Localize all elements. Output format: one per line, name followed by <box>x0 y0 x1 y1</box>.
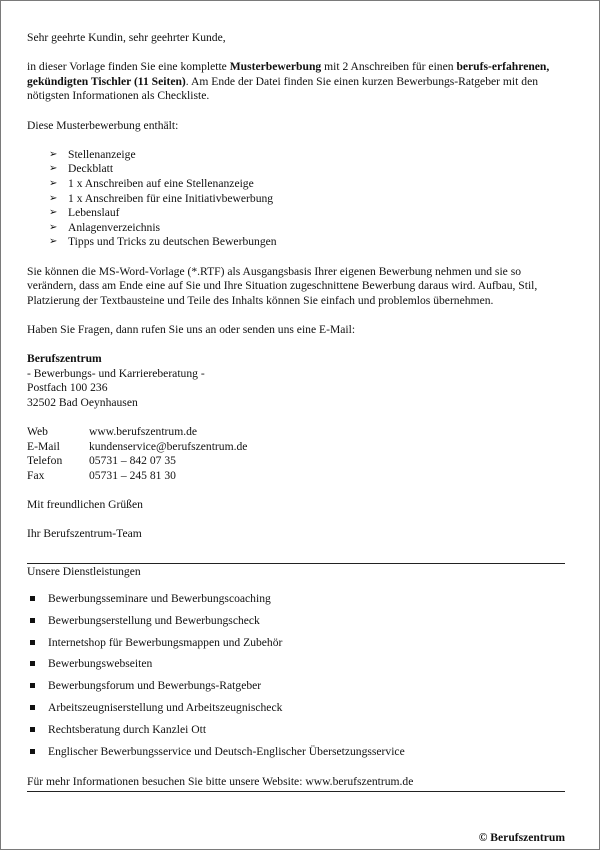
arrow-bullet-icon: ➢ <box>49 148 58 160</box>
services-list <box>27 592 567 766</box>
divider <box>27 563 565 564</box>
letter-body <box>27 31 567 792</box>
list-item: Bewerbungserstellung und Bewerbungscheck <box>27 614 567 636</box>
table-row <box>27 425 247 440</box>
contact-label: Web <box>27 425 48 439</box>
company-name: Berufszentrum <box>27 352 102 366</box>
contact-table <box>27 425 247 483</box>
list-item: ➢ Tipps und Tricks zu deutschen Bewerbungen <box>49 235 277 249</box>
list-item: ➢ Lebenslauf <box>49 206 120 220</box>
list-item: ➢ Stellenanzeige <box>49 147 136 161</box>
signature: Ihr Berufszentrum-Team <box>27 527 142 541</box>
square-bullet-icon <box>30 596 35 601</box>
intro-bold-2: berufs-erfahrenen, gekündigten Tischler (11 Seiten) <box>27 60 550 88</box>
table-row <box>27 440 247 455</box>
closing: Mit freundlichen Grüßen <box>27 498 143 511</box>
intro-text-1: in dieser Vorlage finden Sie eine komplette <box>27 60 230 74</box>
web-link[interactable]: www.berufszentrum.de <box>89 425 198 439</box>
table-row <box>27 454 247 469</box>
copyright: © Berufszentrum <box>478 831 565 844</box>
template-note: Sie können die MS-Word-Vorlage (*.RTF) als Ausgangsbasis Ihrer eigenen Bewerbung nehmen und sie so verändern, dass am Ende eine auf Sie und Ihre Situation zugeschnittene Bewerbung daraus wird. Aufbau, Stil, Platzierung der Textbausteine und Teile des Inhalts können Sie einfach und problemlos übernehmen. <box>27 264 538 307</box>
arrow-bullet-icon: ➢ <box>49 236 58 248</box>
list-item: Englischer Bewerbungsservice und Deutsch-Englischer Übersetzungsservice <box>27 745 567 767</box>
list-item: Bewerbungswebseiten <box>27 657 567 679</box>
square-bullet-icon <box>30 727 35 732</box>
postbox: Postfach 100 236 <box>27 381 108 395</box>
intro-paragraph <box>27 60 567 104</box>
list-item: Rechtsberatung durch Kanzlei Ott <box>27 723 567 745</box>
arrow-bullet-icon: ➢ <box>49 163 58 175</box>
arrow-bullet-icon: ➢ <box>49 221 58 233</box>
contact-label: Telefon <box>27 454 63 468</box>
list-item: Bewerbungsforum und Bewerbungs-Ratgeber <box>27 679 567 701</box>
list-item: ➢ 1 x Anschreiben für eine Initiativbewerbung <box>49 191 274 205</box>
arrow-bullet-icon: ➢ <box>49 192 58 204</box>
salutation: Sehr geehrte Kundin, sehr geehrter Kunde, <box>27 31 226 44</box>
contact-label: Fax <box>27 468 45 482</box>
contact-label: E-Mail <box>27 439 60 453</box>
square-bullet-icon <box>30 705 35 710</box>
phone-value: 05731 – 842 07 35 <box>89 454 176 468</box>
email-link[interactable]: kundenservice@berufszentrum.de <box>89 439 248 453</box>
arrow-bullet-icon: ➢ <box>49 207 58 219</box>
intro-text-3: . Am Ende der Datei finden Sie einen kurzen Bewerbungs-Ratgeber mit den nötigsten Informationen als Checkliste. <box>27 74 539 103</box>
list-item: Arbeitszeugniserstellung und Arbeitszeugnischeck <box>27 701 567 723</box>
arrow-bullet-icon: ➢ <box>49 177 58 189</box>
square-bullet-icon <box>30 661 35 666</box>
list-item: ➢ 1 x Anschreiben auf eine Stellenanzeige <box>49 176 254 190</box>
square-bullet-icon <box>30 749 35 754</box>
table-row <box>27 469 247 484</box>
city: 32502 Bad Oeynhausen <box>27 395 138 409</box>
services-heading: Unsere Dienstleistungen <box>27 565 141 579</box>
list-item: ➢ Anlagenverzeichnis <box>49 220 161 234</box>
contents-heading: Diese Musterbewerbung enthält: <box>27 118 179 132</box>
address-block <box>27 352 567 410</box>
list-item: Bewerbungsseminare und Bewerbungscoaching <box>27 592 567 614</box>
company-tagline: - Bewerbungs- und Karriereberatung - <box>27 366 205 380</box>
list-item: Internetshop für Bewerbungsmappen und Zubehör <box>27 636 567 658</box>
contents-list <box>27 148 567 250</box>
square-bullet-icon <box>30 640 35 645</box>
list-item: ➢ Deckblatt <box>49 162 114 176</box>
questions-line: Haben Sie Fragen, dann rufen Sie uns an oder senden uns eine E-Mail: <box>27 322 356 336</box>
intro-text-2: mit 2 Anschreiben für einen <box>321 60 457 74</box>
square-bullet-icon <box>30 618 35 623</box>
square-bullet-icon <box>30 683 35 688</box>
intro-bold-1: Musterbewerbung <box>229 60 322 74</box>
divider <box>27 791 565 792</box>
website-note[interactable]: Für mehr Informationen besuchen Sie bitte unsere Website: www.berufszentrum.de <box>27 775 414 789</box>
fax-value: 05731 – 245 81 30 <box>89 468 176 482</box>
